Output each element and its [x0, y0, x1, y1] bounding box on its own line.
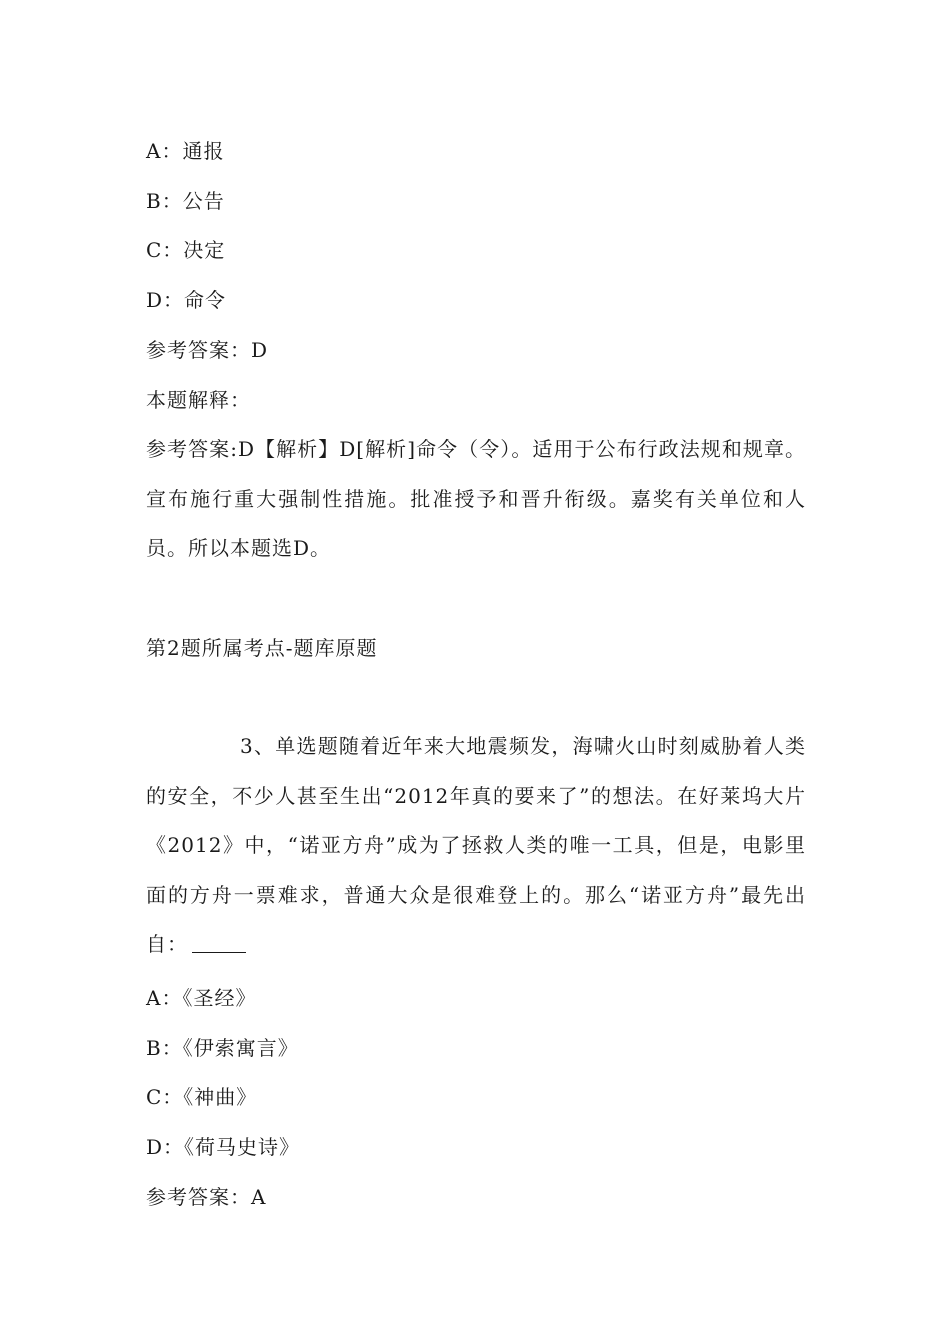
- q3-answer: 参考答案：A: [146, 1185, 267, 1209]
- q2-option-b: B：公告: [146, 189, 225, 213]
- q3-option-d: D：《荷马史诗》: [146, 1135, 301, 1159]
- q2-answer: 参考答案：D: [146, 338, 269, 362]
- q3-option-a: A：《圣经》: [146, 986, 257, 1010]
- answer-blank: [192, 932, 246, 953]
- q2-explanation-heading: 本题解释：: [146, 388, 251, 412]
- q2-option-c: C：决定: [146, 238, 226, 262]
- q3-question: [146, 722, 806, 970]
- q2-option-d: D：命令: [146, 288, 227, 312]
- q2-topic: 第2题所属考点-题库原题: [146, 636, 378, 660]
- q3-question-text: 3、单选题随着近年来大地震频发，海啸火山时刻威胁着人类的安全，不少人甚至生出“2012年真的要来了”的想法。在好莱坞大片《2012》中，“诺亚方舟”成为了拯救人类的唯一工具，但是，电影里面的方舟一票难求，普通大众是很难登上的。那么“诺亚方舟”最先出自：: [146, 734, 806, 956]
- q3-option-c: C：《神曲》: [146, 1085, 258, 1109]
- q2-option-a: A：通报: [146, 139, 225, 163]
- q3-option-b: B：《伊索寓言》: [146, 1036, 299, 1060]
- q2-explanation: 参考答案:D【解析】D[解析]命令（令）。适用于公布行政法规和规章。宣布施行重大强制性措施。批准授予和晋升衔级。嘉奖有关单位和人员。所以本题选D。: [146, 437, 806, 560]
